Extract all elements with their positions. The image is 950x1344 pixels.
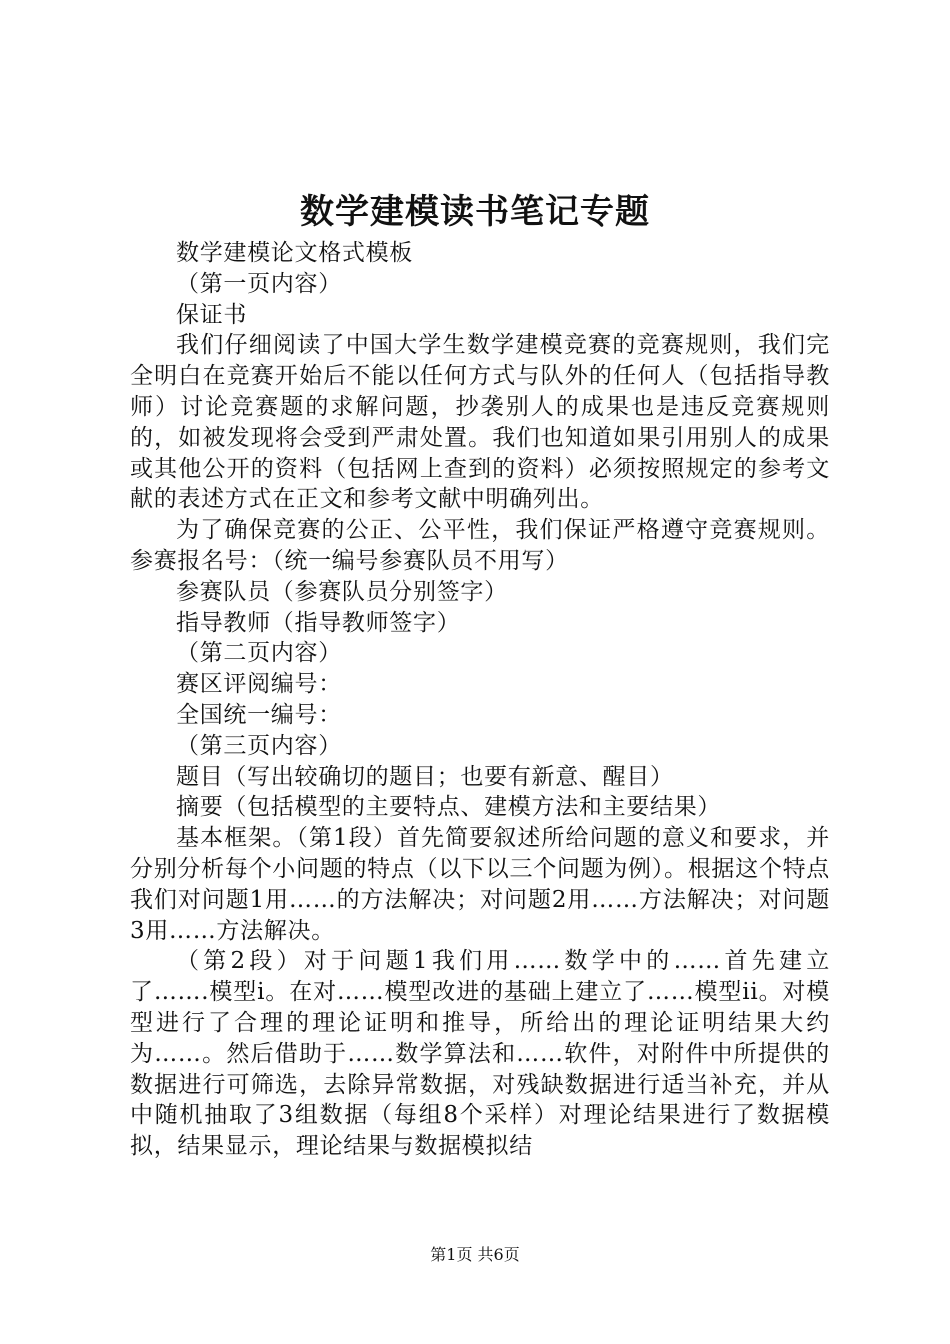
paragraph-topic: 题目（写出较确切的题目；也要有新意、醒目）	[176, 763, 674, 790]
paragraph-template-heading: 数学建模论文格式模板	[176, 240, 413, 266]
paragraph-page1-label: （第一页内容）	[176, 270, 342, 297]
document-body	[130, 238, 830, 1162]
document-title: 数学建模读书笔记专题	[300, 192, 650, 232]
paragraph-abstract: 摘要（包括模型的主要特点、建模方法和主要结果）	[176, 794, 722, 821]
paragraph-page2-label: （第二页内容）	[176, 640, 342, 667]
page-footer: 第1页 共6页	[430, 1245, 520, 1264]
paragraph-page3-label: （第三页内容）	[176, 732, 342, 759]
paragraph-national-number: 全国统一编号：	[176, 701, 342, 728]
paragraph-guarantee-body: 我们仔细阅读了中国大学生数学建模竞赛的竞赛规则，我们完全明白在竞赛开始后不能以任何方式与队外的任何人（包括指导教师）讨论竞赛题的求解问题，抄袭别人的成果也是违反竞赛规则的，如被发现将会受到严肃处置。我们也知道如果引用别人的成果或其他公开的资料（包括网上查到的资料）必须按照规定的参考文献的表述方式在正文和参考文献中明确列出。	[130, 332, 830, 513]
paragraph-team-members: 参赛队员（参赛队员分别签字）	[176, 578, 508, 605]
paragraph-framework-1: 基本框架。（第1段）首先简要叙述所给问题的意义和要求，并分别分析每个小问题的特点（以下以三个问题为例）。根据这个特点我们对问题1用……的方法解决；对问题2用……方法解决；对问题3用……方法解决。	[130, 825, 830, 944]
paragraph-guarantee-heading: 保证书	[176, 301, 248, 328]
paragraph-fairness: 为了确保竞赛的公正、公平性，我们保证严格遵守竞赛规则。参赛报名号：（统一编号参赛队员不用写）	[130, 517, 830, 574]
paragraph-region-number: 赛区评阅编号：	[176, 671, 342, 698]
paragraph-advisor: 指导教师（指导教师签字）	[176, 609, 461, 636]
paragraph-framework-2: （第2段）对于问题1我们用……数学中的……首先建立了…….模型i。在对……模型改进的基础上建立了……模型ii。对模型进行了合理的理论证明和推导，所给出的理论证明结果大约为……。然后借助于……数学算法和……软件，对附件中所提供的数据进行可筛选，去除异常数据，对残缺数据进行适当补充，并从中随机抽取了3组数据（每组8个采样）对理论结果进行了数据模拟，结果显示，理论结果与数据模拟结	[130, 948, 830, 1160]
